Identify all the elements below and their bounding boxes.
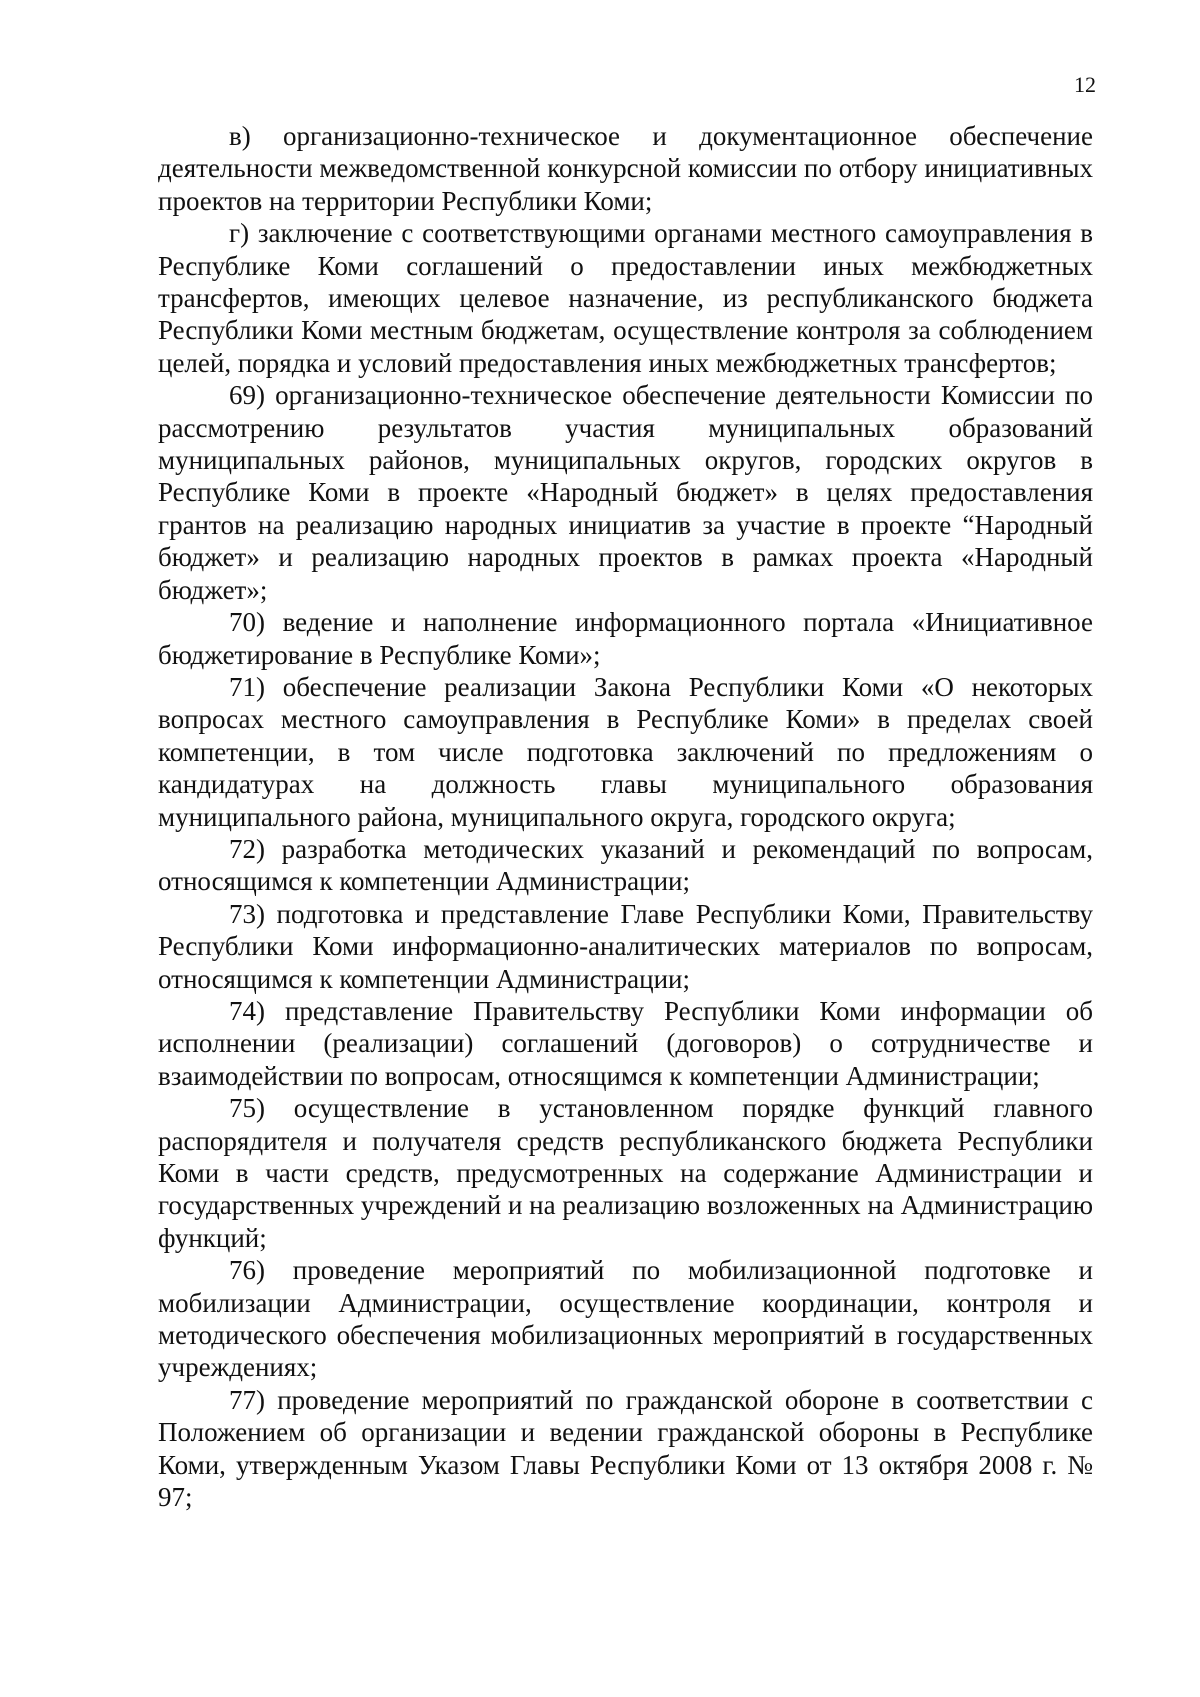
paragraph-74: 74) представление Правительству Республики Коми информации об исполнении (реализации) соглашений (договоров) о сотрудничестве и взаимодействии по вопросам, относящимся к компетенции Администрации; (158, 995, 1093, 1091)
paragraph-76: 76) проведение мероприятий по мобилизационной подготовке и мобилизации Администрации, осуществление координации, контроля и методического обеспечения мобилизационных мероприятий в государственных учреждениях; (158, 1255, 1093, 1383)
paragraph-70: 70) ведение и наполнение информационного портала «Инициативное бюджетирование в Республике Коми»; (158, 607, 1093, 670)
paragraph-71: 71) обеспечение реализации Закона Республики Коми «О некоторых вопросах местного самоуправления в Республике Коми» в пределах своей компетенции, в том числе подготовка заключений по предложениям о кандидатурах на должность главы муниципального образования муниципального района, муниципального округа, городского округа; (158, 671, 1093, 832)
paragraph-v: в) организационно-техническое и документационное обеспечение деятельности межведомственной конкурсной комиссии по отбору инициативных проектов на территории Республики Коми; (158, 121, 1093, 216)
document-body (158, 120, 1093, 1513)
paragraph-72: 72) разработка методических указаний и рекомендаций по вопросам, относящимся к компетенции Администрации; (158, 833, 1093, 897)
paragraph-g: г) заключение с соответствующими органами местного самоуправления в Республике Коми соглашений о предоставлении иных межбюджетных трансфертов, имеющих целевое назначение, из республиканского бюджета Республики Коми местным бюджетам, осуществление контроля за соблюдением целей, порядка и условий предоставления иных межбюджетных трансфертов; (158, 218, 1093, 378)
page-number: 12 (1074, 72, 1096, 97)
paragraph-69: 69) организационно-техническое обеспечение деятельности Комиссии по рассмотрению результатов участия муниципальных образований муниципальных районов, муниципальных округов, городских округов в Республике Коми в проекте «Народный бюджет» в целях предоставления грантов на реализацию народных инициатив за участие в проекте “Народный бюджет» и реализацию народных проектов в рамках проекта «Народный бюджет»; (158, 380, 1093, 605)
paragraph-75: 75) осуществление в установленном порядке функций главного распорядителя и получателя средств республиканского бюджета Республики Коми в части средств, предусмотренных на содержание Администрации и государственных учреждений и на реализацию возложенных на Администрацию функций; (158, 1093, 1093, 1253)
paragraph-77: 77) проведение мероприятий по гражданской обороне в соответствии с Положением об организации и ведении гражданской обороны в Республике Коми, утвержденным Указом Главы Республики Коми от 13 октября 2008 г. № 97; (158, 1384, 1093, 1513)
paragraph-73: 73) подготовка и представление Главе Республики Коми, Правительству Республики Коми информационно-аналитических материалов по вопросам, относящимся к компетенции Администрации; (158, 898, 1093, 994)
